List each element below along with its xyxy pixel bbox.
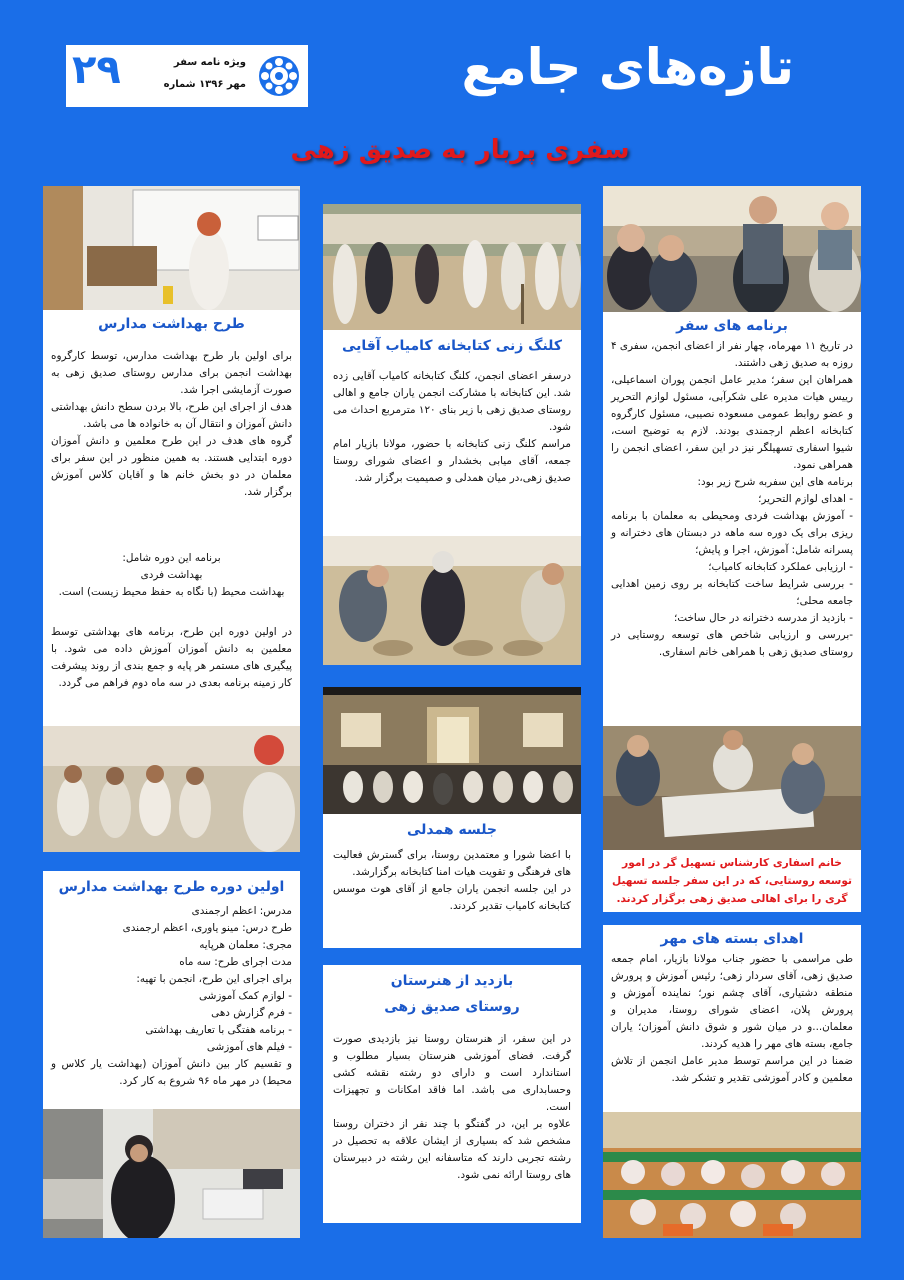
mehr-package-section <box>603 925 861 1238</box>
solidarity-meeting-section <box>323 687 581 948</box>
issue-badge <box>66 45 308 107</box>
school-health-program-list: برنامه این دوره شامل: بهداشت فردی بهداشت محیط (با نگاه به حفظ محیط زیست) است. <box>58 552 285 598</box>
issue-label-1: ویژه نامه سفر <box>173 57 246 68</box>
village-gathering-photo <box>323 204 581 330</box>
vocational-title-1: بازدید از هنرستان <box>390 973 514 989</box>
vocational-body: در این سفر، از هنرستان روستا نیز بازدیدی صورت گرفت. فضای آموزشی هنرستان بسیار مطلوب و استاندارد است و دارای دو رشته نقشه کشی وحسابداری می باشد. اما فاقد امکانات و تجهیزات است. علاوه بر این، در گفتگو با چند نفر از دختران روستا مشخص شد که بسیاری از ایشان علاقه به تحصیل در رشته تجربی دارند که متاسفانه این رشته در دبیرستان های روستا ارائه نمی شود. <box>333 1033 571 1181</box>
trip-program-title: برنامه های سفر <box>676 318 788 334</box>
first-course-title: اولین دوره طرح بهداشت مدارس <box>58 879 285 895</box>
issue-number: ۲۹ <box>72 47 121 93</box>
school-health-body: برای اولین بار طرح بهداشت مدارس، توسط کارگروه بهداشت انجمن برای مدارس روستای صدیق زهی به صورت آزمایشی اجرا شد. هدف از اجرای این طرح، بالا بردن سطح دانش بهداشتی دانش آموزان و انتقال آن به خانواده ها می باشد. گروه های هدف در این طرح معلمین و دانش آموزان دوره ابتدایی هستند. به همین منظور در این سفر برای معلمان در دو بخش خانم ها و آقایان کلاس آموزش برگزار شد. <box>51 350 292 498</box>
classroom-students-photo <box>603 1112 861 1238</box>
teachers-training-photo <box>43 726 300 852</box>
trip-program-body: در تاریخ ۱۱ مهرماه، چهار نفر از اعضای انجمن، سفری ۴ روزه به صدیق زهی داشتند. همراهان این سفر؛ مدیر عامل انجمن پوران اسماعیلی، رییس هیات مدیره علی شکرآبی، مسئول لوازم التحریر و عضو روابط عمومی مسعوده نصیبی، مسئول کارگروه کتابخانه اعظم ارجمندی بودند. لازم به توضیح است، شیوا اسفاری تسهیلگر نیز در این سفر، اعضای انجمن را همراهی نمود. برنامه های این سفربه شرح زیر بود: - اهدای لوازم التحریر؛ - آموزش بهداشت فردی ومحیطی به معلمان با برنامه ریزی برای یک دوره سه ماهه در دبستان های دخترانه و پسرانه شامل: آموزش، اجرا و پایش؛ - ارزیابی عملکرد کتابخانه کامیاب؛ - بررسی شرایط ساخت کتابخانه بر روی زمین اهدایی جامعه محلی؛ - بازدید از مدرسه دخترانه در حال ساخت؛ -بررسی و ارزیابی شاخص های توسعه روستایی در روستای صدیق زهی با همراهی خانم اسفاری. <box>611 340 853 658</box>
subtitle: سفری پربار به صدیق زهی <box>290 135 630 165</box>
groundbreaking-title: کلنگ زنی کتابخانه کامیاب آقایی <box>341 338 563 354</box>
teacher-whiteboard-photo <box>43 186 300 310</box>
groundbreaking-body: درسفر اعضای انجمن، کلنگ کتابخانه کامیاب آقایی زده شد. این کتابخانه با مشارکت انجمن یاران جامع و اهالی روستای صدیق زهی با زیر بنای ۱۲۰ مترمربع احداث می شود. مراسم کلنگ زنی کتابخانه با حضور، مولانا بازیار امام جمعه، آقای میابی بخشدار و اعضای شورای روستا صدیق زهی،در میان همدلی و صمیمیت برگزار شد. <box>333 370 571 484</box>
main-title: تازه‌های جامع <box>461 38 794 96</box>
association-logo-icon <box>258 55 300 97</box>
mehr-package-title: اهدای بسته های مهر <box>660 931 804 947</box>
trip-program-section <box>603 186 861 912</box>
first-health-course-section <box>43 871 300 1238</box>
school-health-title: طرح بهداشت مدارس <box>98 316 245 332</box>
facilitation-meeting-photo <box>603 726 861 850</box>
airport-group-photo <box>603 186 861 312</box>
night-meeting-photo <box>323 687 581 814</box>
library-groundbreaking-section <box>323 204 581 665</box>
mehr-package-body: طی مراسمی با حضور جناب مولانا بازیار، امام جمعه صدیق زهی، آقای سردار زهی؛ رئیس آموزش و پرورش منطقه دشتیاری، آقای چشم نور؛ نماینده آموزش و پرورش پلان، اعضای شورای روستا، مدیران و معلمان...و در میان شور و شوق دانش آموزان؛ یاران جامع، بسته های مهر را هدیه کردند. ضمنا در این مراسم توسط مدیر عامل انجمن از تلاش معلمین و کادر آموزشی تقدیر و تشکر شد. <box>611 953 853 1084</box>
solidarity-title: جلسه همدلی <box>406 822 497 838</box>
facilitator-caption: خانم اسفاری کارشناس تسهیل گر در امور توسعه روستایی، که در این سفر جلسه تسهیل گری را برای اهالی صدیق زهی برگزار کردند. <box>612 857 852 905</box>
solidarity-body: با اعضا شورا و معتمدین روستا، برای گسترش فعالیت های فرهنگی و تقویت هیات امنا کتابخانه برگزارشد. در این جلسه انجمن یاران جامع از آقای هوت موسس کتابخانه کامیاب تقدیر کردند. <box>333 849 571 912</box>
groundbreaking-shovel-photo <box>323 536 581 665</box>
vocational-school-section <box>323 965 581 1223</box>
school-health-body-2: در اولین دوره این طرح، برنامه های بهداشتی توسط معلمین به دانش آموزان آموزش داده می شود. با پیگیری های مستمر هر پایه و جمع بندی از روند پیشرفت کار زمینه برنامه بعدی در سه ماه دوم فراهم می گردد. <box>51 626 292 689</box>
vocational-title-2: روستای صدیق زهی <box>384 999 520 1015</box>
first-course-body: مدرس: اعظم ارجمندی طرح درس: مینو یاوری، اعظم ارجمندی مجری: معلمان هرپایه مدت اجرای طرح: سه ماه برای اجرای این طرح، انجمن با تهیه: - لوازم کمک آموزشی - فرم گزارش دهی - برنامه هفتگی با تعاریف بهداشتی - فیلم های آموزشی و تقسیم کار بین دانش آموزان (بهداشت یار کلاس و محیط) در مهر ماه ۹۶ شروع به کار کرد. <box>51 905 292 1087</box>
issue-label-2: مهر ۱۳۹۶ شماره <box>163 79 246 90</box>
teacher-printer-photo <box>43 1109 300 1238</box>
school-health-section <box>43 186 300 852</box>
